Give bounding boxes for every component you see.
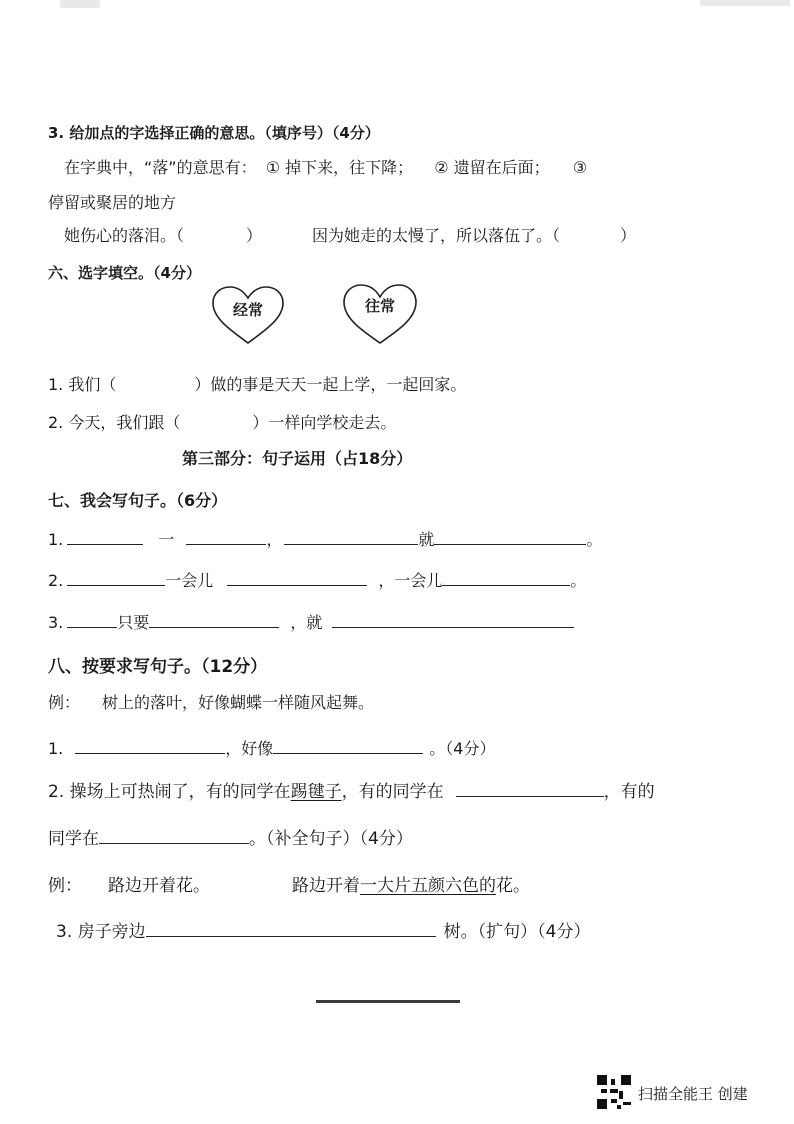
example-label: 例： [48,693,81,712]
scan-artifact [700,0,790,6]
q3-sentence-2 [312,223,636,246]
s2-text: 因为她走的太慢了，所以落伍了。（ [312,226,561,245]
option-3-text: 停留或聚居的地方 [48,193,177,212]
section-8-q1 [48,736,495,759]
section-8-q2-line1 [48,777,655,802]
row-1-end: 。 [586,530,603,549]
q1-number: 1. [48,739,64,758]
row-3-number: 3. [48,613,64,632]
q2-end: ）一样向学校走去。 [252,413,397,432]
section-6-title: 六、选字填空。（4分） [48,264,201,282]
blank-line[interactable] [273,739,423,754]
heart-option-1 [210,285,286,347]
row-2-end: 。 [570,571,587,590]
option-3-number: ③ [572,158,588,177]
q2-end: ，有的 [603,782,655,802]
blank-line[interactable] [146,922,436,937]
row-3-word-2: ，就 [290,613,323,632]
blank-line[interactable] [284,530,418,545]
example-2-original: 路边开着花。 [108,876,210,896]
heart-2-label: 往常 [364,297,395,315]
row-1-comma: ， [266,530,283,549]
section-7-row-2 [48,568,586,591]
option-1-text: 掉下来，往下降； [285,158,414,177]
row-2-word-2: ，一会儿 [378,571,443,590]
blank-line[interactable] [186,530,266,545]
example-2-expanded-end: 花。 [496,876,530,896]
q1-end: 。（4分） [429,739,496,758]
q2-line2-end: 。（补全句子）（4分） [249,829,413,849]
blank-line[interactable] [75,739,225,754]
example-2-expanded-start: 路边开着 [292,876,360,896]
dict-line [64,155,587,178]
row-1-word-1: 一 [158,530,175,549]
blank-line[interactable] [434,530,586,545]
q1-start: 1. 我们（ [48,375,117,394]
section-7-title: 七、我会写句子。（6分） [48,491,228,510]
option-2-text: 遗留在后面； [453,158,550,177]
section-7-row-3 [48,610,574,633]
blank-line[interactable] [332,613,574,628]
row-3-word-1: 只要 [117,613,150,632]
scan-artifact [60,0,100,8]
page-divider [316,1000,460,1003]
blank-line[interactable] [456,782,604,797]
q3-title: 3. 给加点的字选择正确的意思。（填序号）（4分） [48,124,380,142]
footer-text: 扫描全能王 创建 [638,1085,748,1103]
section-8-title: 八、按要求写句子。（12分） [48,657,268,677]
q2-start: 2. 今天，我们跟（ [48,413,181,432]
section-6-q2 [48,410,396,433]
q1-end: ）做的事是天天一起上学，一起回家。 [194,375,467,394]
q3-sentence-1 [64,223,262,246]
s2-close: ） [620,226,637,245]
example-2-underlined: 一大片五颜六色的 [360,876,496,896]
q2-line2-start: 同学在 [48,829,99,849]
s1-text: 她伤心的落泪。（ [64,226,185,245]
row-1-number: 1. [48,530,64,549]
q3-start: 3. 房子旁边 [56,922,146,942]
example-1 [48,690,374,713]
row-2-word-1: 一会儿 [165,571,214,590]
blank-line[interactable] [149,613,279,628]
option-2-number: ② [434,158,449,177]
q2-start: 2. 操场上可热闹了，有的同学在 [48,782,291,802]
example-label: 例： [48,876,82,896]
q2-underlined: 踢毽子 [290,782,342,802]
blank-line[interactable] [67,530,143,545]
heart-option-2 [341,283,419,347]
blank-line[interactable] [99,829,249,844]
option-1-number: ① [265,158,281,177]
part-3-title: 第三部分：句子运用（占18分） [182,449,413,468]
row-2-number: 2. [48,571,64,590]
blank-line[interactable] [227,571,367,586]
section-6-q1 [48,372,466,395]
example-1-text: 树上的落叶，好像蝴蝶一样随风起舞。 [102,693,375,712]
dict-intro: 在字典中，“落”的意思有： [64,158,257,177]
blank-line[interactable] [67,571,165,586]
blank-line[interactable] [67,613,117,628]
example-2 [48,871,530,896]
section-7-row-1 [48,527,602,550]
q1-middle: ，好像 [225,739,274,758]
section-8-q2-line2 [48,824,413,849]
q2-middle: ，有的同学在 [341,782,444,802]
heart-1-label: 经常 [232,301,263,319]
q3-end: 树。（扩句）（4分） [443,922,591,942]
s1-close: ） [246,226,263,245]
blank-line[interactable] [442,571,570,586]
qr-code-icon [597,1075,631,1109]
row-1-word-2: 就 [418,530,435,549]
section-8-q3 [56,917,590,942]
